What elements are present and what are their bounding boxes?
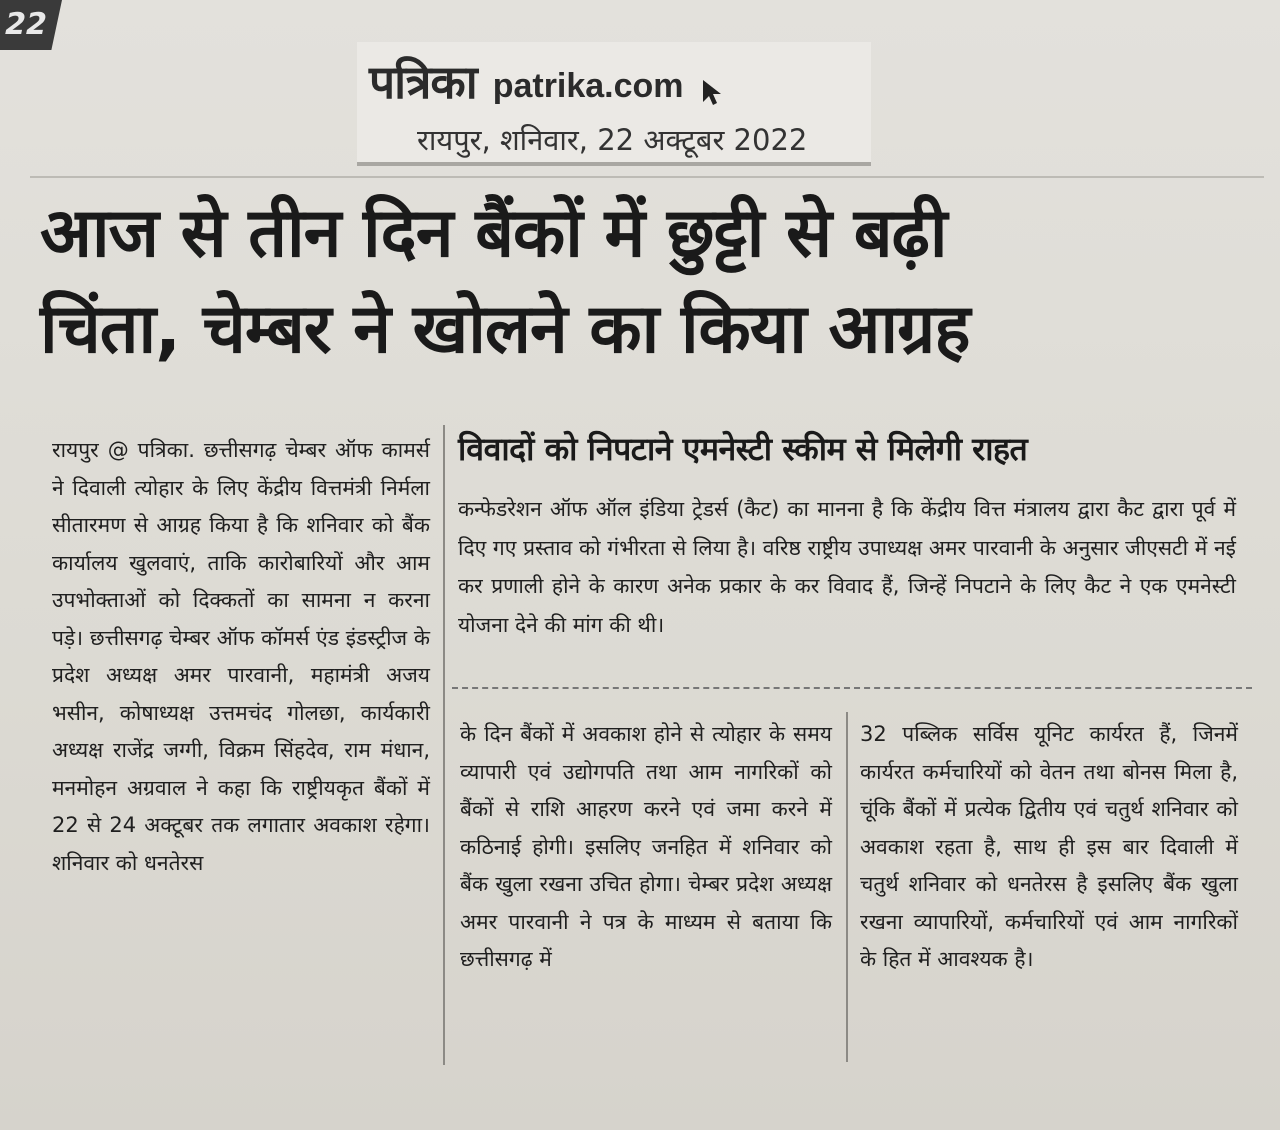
column-divider xyxy=(846,712,848,1062)
cursor-arrow-icon xyxy=(700,78,724,106)
article-column-3: 32 पब्लिक सर्विस यूनिट कार्यरत हैं, जिनमें कार्यरत कर्मचारियों को वेतन तथा बोनस मिला है, चूंकि बैंकों में प्रत्येक द्वितीय एवं चतुर्थ शनिवार को अवकाश रहता है, साथ ही इस बार दिवाली में चतुर्थ शनिवार को धनतेरस है इसलिए बैंक खुला रखना व्यापारियों, कर्मचारियों एवं आम नागरिकों के हित में आवश्यक है। xyxy=(860,722,1238,971)
page-number: 22 xyxy=(0,0,62,50)
masthead-brand-row xyxy=(369,50,724,112)
sidebar-text: कन्फेडरेशन ऑफ ऑल इंडिया ट्रेडर्स (कैट) का मानना है कि केंद्रीय वित्त मंत्रालय द्वारा कैट द्वारा पूर्व में दिए गए प्रस्ताव को गंभीरता से लिया है। वरिष्ठ राष्ट्रीय उपाध्यक्ष अमर पारवानी के अनुसार जीएसटी में नई कर प्रणाली होने के कारण अनेक प्रकार के कर विवाद हैं, जिन्हें निपटाने के लिए कैट ने एक एमनेस्टी योजना देने की मांग की थी। xyxy=(458,497,1236,637)
brand-hindi: पत्रिका xyxy=(369,55,477,109)
sidebar-subhead: विवादों को निपटाने एमनेस्टी स्कीम से मिलेगी राहत xyxy=(458,430,1028,468)
headline-line-2: चिंता, चेम्बर ने खोलने का किया आग्रह xyxy=(40,290,970,369)
divider xyxy=(30,176,1264,178)
headline xyxy=(40,186,1250,378)
headline-line-1: आज से तीन दिन बैंकों में छुट्टी से बढ़ी xyxy=(40,194,947,273)
sidebar-rule xyxy=(452,687,1252,689)
dateline: रायपुर, शनिवार, 22 अक्टूबर 2022 xyxy=(417,123,808,157)
article-column-2: के दिन बैंकों में अवकाश होने से त्योहार के समय व्यापारी एवं उद्योगपति तथा आम नागरिकों को बैंकों से राशि आहरण करने एवं जमा करने में कठिनाई होगी। इसलिए जनहित में शनिवार को बैंक खुला रखना उचित होगा। चेम्बर प्रदेश अध्यक्ष अमर पारवानी ने पत्र के माध्यम से बताया कि छत्तीसगढ़ में xyxy=(460,722,832,971)
masthead xyxy=(357,42,871,166)
brand-site: patrika.com xyxy=(492,67,684,105)
column-divider xyxy=(443,425,445,1065)
article-column-1: रायपुर @ पत्रिका. छत्तीसगढ़ चेम्बर ऑफ कामर्स ने दिवाली त्योहार के लिए केंद्रीय वित्तमंत्री निर्मला सीतारमण से आग्रह किया है कि शनिवार को बैंक कार्यालय खुलवाएं, ताकि कारोबारियों और आम उपभोक्ताओं को दिक्कतों का सामना न करना पड़े। छत्तीसगढ़ चेम्बर ऑफ कॉमर्स एंड इंडस्ट्रीज के प्रदेश अध्यक्ष अमर पारवानी, महामंत्री अजय भसीन, कोषाध्यक्ष उत्तमचंद गोलछा, कार्यकारी अध्यक्ष राजेंद्र जग्गी, विक्रम सिंहदेव, राम मंधान, मनमोहन अग्रवाल ने कहा कि राष्ट्रीयकृत बैंकों में 22 से 24 अक्टूबर तक लगातार अवकाश रहेगा। शनिवार को धनतेरस xyxy=(52,438,430,875)
